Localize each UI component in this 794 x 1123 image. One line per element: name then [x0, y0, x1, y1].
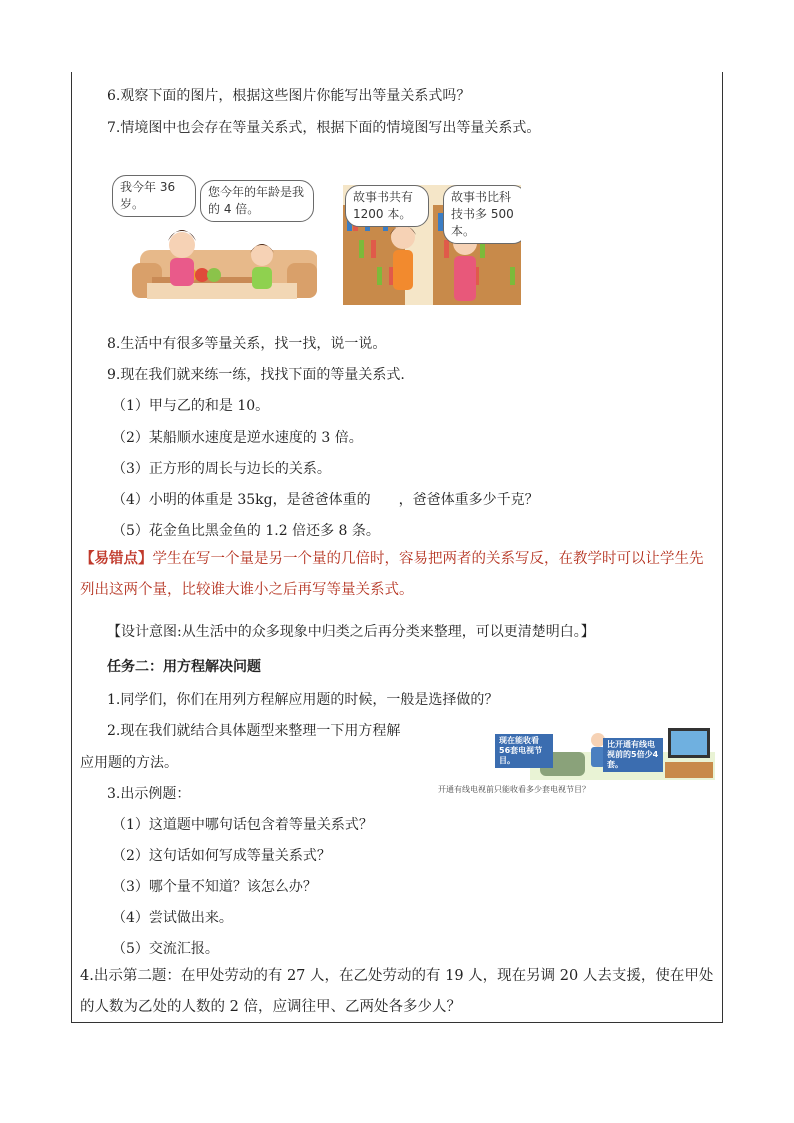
- step-2: （2）这句话如何写成等量关系式？: [112, 848, 331, 864]
- practice-5: （5）花金鱼比黑金鱼的 1.2 倍还多 8 条。: [112, 523, 380, 539]
- tv-caption: 开通有线电视前只能收看多少套电视节目？: [438, 785, 590, 794]
- scene-mother-daughter: [112, 175, 317, 305]
- step-5: （5）交流汇报。: [112, 941, 219, 957]
- step-4: （4）尝试做出来。: [112, 910, 233, 926]
- step-3: （3）哪个量不知道？该怎么办？: [112, 879, 317, 895]
- tv-label-before: 比开通有线电视前的5倍少4套。: [603, 738, 663, 772]
- step-1: （1）这道题中哪句话包含着等量关系式？: [112, 817, 373, 833]
- practice-3: （3）正方形的周长与边长的关系。: [112, 461, 331, 477]
- task2-item-1: 1.同学们，你们在用列方程解应用题的时候，一般是选择做的？: [107, 692, 499, 708]
- question-9: 9.现在我们就来练一练，找找下面的等量关系式.: [107, 367, 405, 383]
- mistake-note: [80, 543, 716, 606]
- speech-bubble-girl-left: 故事书共有 1200 本。: [345, 185, 429, 227]
- task2-item-3: 3.出示例题：: [107, 786, 191, 802]
- speech-bubble-daughter: 我今年 36 岁。: [112, 175, 196, 217]
- task2-item-2b: 应用题的方法。: [80, 755, 178, 771]
- speech-bubble-mother-question: 您今年的年龄是我的 4 倍。: [200, 180, 314, 222]
- question-8: 8.生活中有很多等量关系，找一找，说一说。: [107, 336, 387, 352]
- practice-4: （4）小明的体重是 35kg，是爸爸体重的 ，爸爸体重多少千克？: [112, 492, 539, 508]
- question-7: 7.情境图中也会存在等量关系式，根据下面的情境图写出等量关系式。: [107, 120, 541, 136]
- practice-1: （1）甲与乙的和是 10。: [112, 398, 270, 414]
- task2-item-2a: 2.现在我们就结合具体题型来整理一下用方程解: [107, 723, 401, 739]
- mistake-text: 学生在写一个量是另一个量的几倍时，容易把两者的关系写反，在教学时可以让学生先列出这两个量，比较谁大谁小之后再写等量关系式。: [80, 551, 704, 598]
- practice-2: （2）某船顺水速度是逆水速度的 3 倍。: [112, 430, 363, 446]
- scene-library: [343, 185, 521, 305]
- task2-item-4: 4.出示第二题：在甲处劳动的有 27 人，在乙处劳动的有 19 人，现在另调 20 人去支援，使在甲处的人数为乙处的人数的 2 倍，应调往甲、乙两处各多少人？: [80, 968, 714, 1015]
- question-6: 6.观察下面的图片，根据这些图片你能写出等量关系式吗？: [107, 88, 471, 104]
- speech-bubble-girl-right: 故事书比科技书多 500 本。: [443, 185, 521, 244]
- task2-heading: 任务二：用方程解决问题: [107, 659, 261, 675]
- mistake-tag: 【易错点】: [80, 550, 153, 567]
- design-intent: 【设计意图:从生活中的众多现象中归类之后再分类来整理，可以更清楚明白。】: [107, 624, 595, 640]
- tv-label-now: 现在能收看56套电视节目。: [495, 734, 553, 768]
- tv-illustration: [490, 722, 715, 780]
